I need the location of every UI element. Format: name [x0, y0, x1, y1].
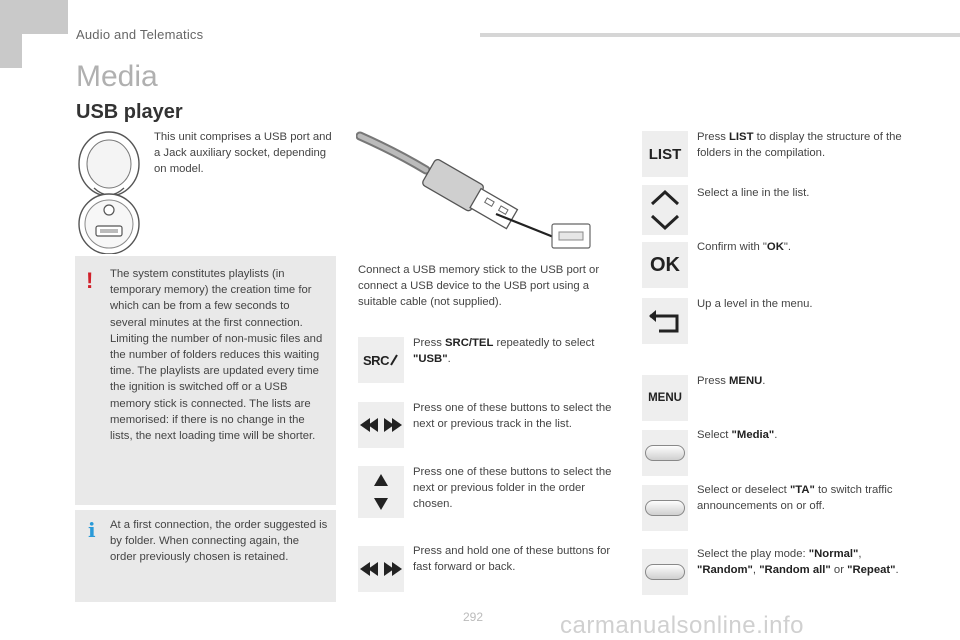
softkey-icon — [645, 564, 685, 580]
up-down-selector[interactable] — [642, 185, 688, 235]
page-number: 292 — [463, 610, 484, 624]
play-mode-instruction: Select the play mode: "Normal", "Random", "Random all" or "Repeat". — [697, 548, 899, 577]
section-title: Audio and Telematics — [76, 27, 204, 42]
fast-seek-buttons[interactable] — [358, 546, 404, 592]
src-button-label: SRC — [363, 352, 389, 368]
menu-button[interactable] — [642, 375, 688, 421]
list-button-label: LIST — [648, 145, 682, 163]
fast-forward-back-icon — [358, 559, 404, 579]
ok-button-label: OK — [650, 253, 680, 276]
header-rule — [480, 33, 960, 37]
connect-text: Connect a USB memory stick to the USB port or connect a USB device to the USB port using a suitable cable (not supplied). — [358, 264, 600, 309]
media-instruction: Select "Media". — [697, 429, 778, 441]
track-instruction: Press one of these buttons to select the next or previous track in the list. — [413, 402, 612, 431]
page-title: Media — [76, 60, 158, 93]
seek-arrows-icon — [358, 415, 404, 435]
up-level-instruction: Up a level in the menu. — [697, 298, 813, 310]
intro-text: This unit comprises a USB port and a Jack auxiliary socket, depending on model. — [154, 131, 332, 176]
play-mode-softkey[interactable] — [642, 549, 688, 595]
usb-socket-illustration — [74, 128, 144, 254]
media-softkey[interactable] — [642, 430, 688, 476]
track-seek-buttons[interactable] — [358, 402, 404, 448]
softkey-icon — [645, 500, 685, 516]
tel-handset-icon — [389, 353, 399, 367]
hold-instruction: Press and hold one of these buttons for fast forward or back. — [413, 545, 611, 574]
confirm-instruction: Confirm with "OK". — [697, 241, 792, 253]
ta-instruction: Select or deselect "TA" to switch traffic announcements on or off. — [697, 484, 893, 513]
select-line-instruction: Select a line in the list. — [697, 187, 810, 199]
menu-instruction: Press MENU. — [697, 375, 766, 387]
usb-plug-illustration — [356, 128, 596, 254]
src-button[interactable] — [358, 337, 404, 383]
folder-buttons[interactable] — [358, 466, 404, 518]
softkey-icon — [645, 445, 685, 461]
info-text: At a first connection, the order suggested is by folder. When connecting again, the order previously chosen is retained. — [110, 519, 328, 564]
warning-icon: ! — [86, 268, 94, 293]
watermark: carmanualsonline.info — [560, 612, 804, 639]
page-subtitle: USB player — [76, 101, 183, 123]
corner-tab — [0, 0, 68, 68]
warning-text: The system constitutes playlists (in temporary memory) the creation time for which can be from a few seconds to several minutes at the first connection. Limiting the number of non-music files and the number of folders reduces this waiting time. The playlists are updated every time the ignition is switched off or a USB memory stick is connected. The lists are memorised: if there is no change in the lists, the next loading time will be shorter. — [110, 268, 323, 443]
info-icon: i — [88, 518, 96, 542]
ta-softkey[interactable] — [642, 485, 688, 531]
return-arrow-icon — [647, 307, 683, 335]
chevron-up-down-icon — [648, 188, 682, 232]
src-instruction: Press SRC/TEL repeatedly to select "USB". — [413, 337, 595, 366]
back-button[interactable] — [642, 298, 688, 344]
ok-button[interactable] — [642, 242, 688, 288]
folder-instruction: Press one of these buttons to select the next or previous folder in the order chosen. — [413, 466, 612, 511]
list-button[interactable] — [642, 131, 688, 177]
list-instruction: Press LIST to display the structure of the folders in the compilation. — [697, 131, 902, 160]
menu-button-label: MENU — [648, 392, 682, 404]
up-down-arrows-icon — [371, 472, 391, 512]
